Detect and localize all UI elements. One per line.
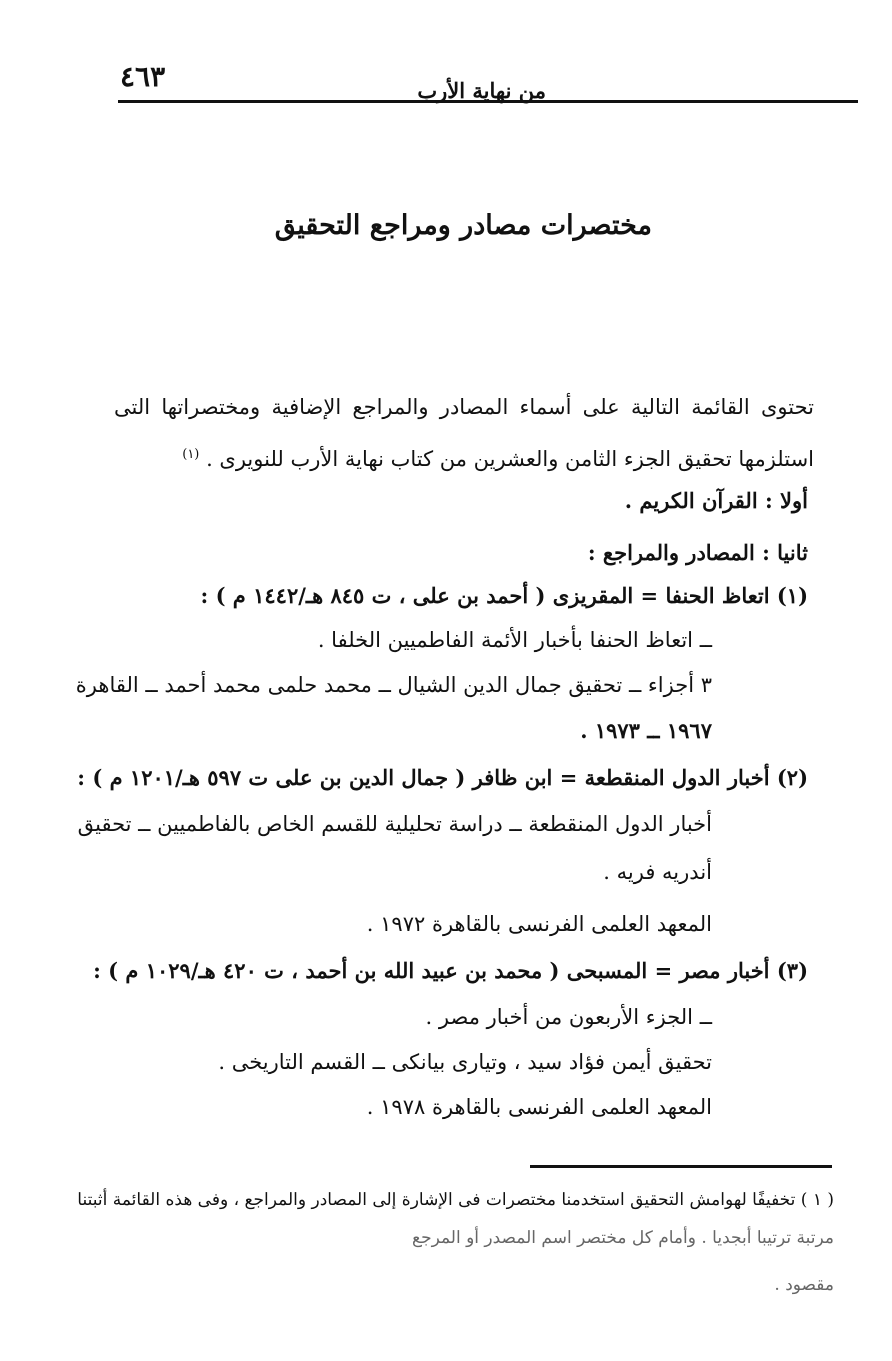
- page-number: ٤٦٣: [120, 60, 166, 93]
- footnote-line-2: مرتبة ترتيبا أبجديا . وأمام كل مختصر اسم المصدر أو المرجع: [412, 1228, 834, 1248]
- entry-3-heading: (٣) أخبار مصر = المسبحى ( محمد بن عبيد الله بن أحمد ، ت ٤٢٠ هـ/١٠٢٩ م ) :: [93, 958, 808, 983]
- entry-2-line-3: المعهد العلمى الفرنسى بالقاهرة ١٩٧٢ .: [366, 912, 712, 936]
- entry-3-line-2: تحقيق أيمن فؤاد سيد ، وتيارى بيانكى ــ القسم التاريخى .: [218, 1050, 712, 1074]
- entry-2-line-1: أخبار الدول المنقطعة ــ دراسة تحليلية للقسم الخاص بالفاطميين ــ تحقيق: [77, 812, 712, 836]
- intro-text: تحتوى القائمة التالية على أسماء المصادر والمراجع الإضافية ومختصراتها التى استلزمها تحقيق الجزء الثامن والعشرين من كتاب نهاية الأرب للنويرى .: [114, 395, 814, 471]
- entry-2-line-2: أندريه فريه .: [603, 860, 712, 884]
- running-header-title: من نهاية الأرب: [417, 78, 546, 103]
- header-rule: [118, 100, 858, 103]
- entry-3-line-3: المعهد العلمى الفرنسى بالقاهرة ١٩٧٨ .: [366, 1095, 712, 1119]
- footnote-reference: (١): [182, 447, 200, 462]
- entry-1-line-3: ١٩٦٧ ــ ١٩٧٣ .: [580, 718, 712, 743]
- section-first: أولا : القرآن الكريم .: [624, 488, 808, 513]
- entry-3-line-1: ــ الجزء الأربعون من أخبار مصر .: [425, 1005, 712, 1029]
- intro-paragraph: [114, 383, 814, 483]
- page-title: مختصرات مصادر ومراجع التحقيق: [274, 210, 652, 241]
- entry-1-line-1: ــ اتعاظ الحنفا بأخبار الأئمة الفاطميين الخلفا .: [317, 628, 712, 652]
- entry-2-heading: (٢) أخبار الدول المنقطعة = ابن ظافر ( جمال الدين بن على ت ٥٩٧ هـ/١٢٠١ م ) :: [77, 765, 808, 790]
- footnote-line-1: ( ١ ) تخفيفًا لهوامش التحقيق استخدمنا مختصرات فى الإشارة إلى المصادر والمراجع ، وفى هذه القائمة أثبتنا: [77, 1190, 834, 1210]
- footnote-line-3: مقصود .: [774, 1275, 834, 1295]
- entry-1-heading: (١) اتعاظ الحنفا = المقريزى ( أحمد بن على ، ت ٨٤٥ هـ/١٤٤٢ م ) :: [200, 583, 808, 608]
- footnote-rule: [530, 1165, 832, 1168]
- section-second: ثانيا : المصادر والمراجع :: [587, 540, 808, 565]
- entry-1-line-2: ٣ أجزاء ــ تحقيق جمال الدين الشيال ــ محمد حلمى محمد أحمد ــ القاهرة: [75, 673, 712, 697]
